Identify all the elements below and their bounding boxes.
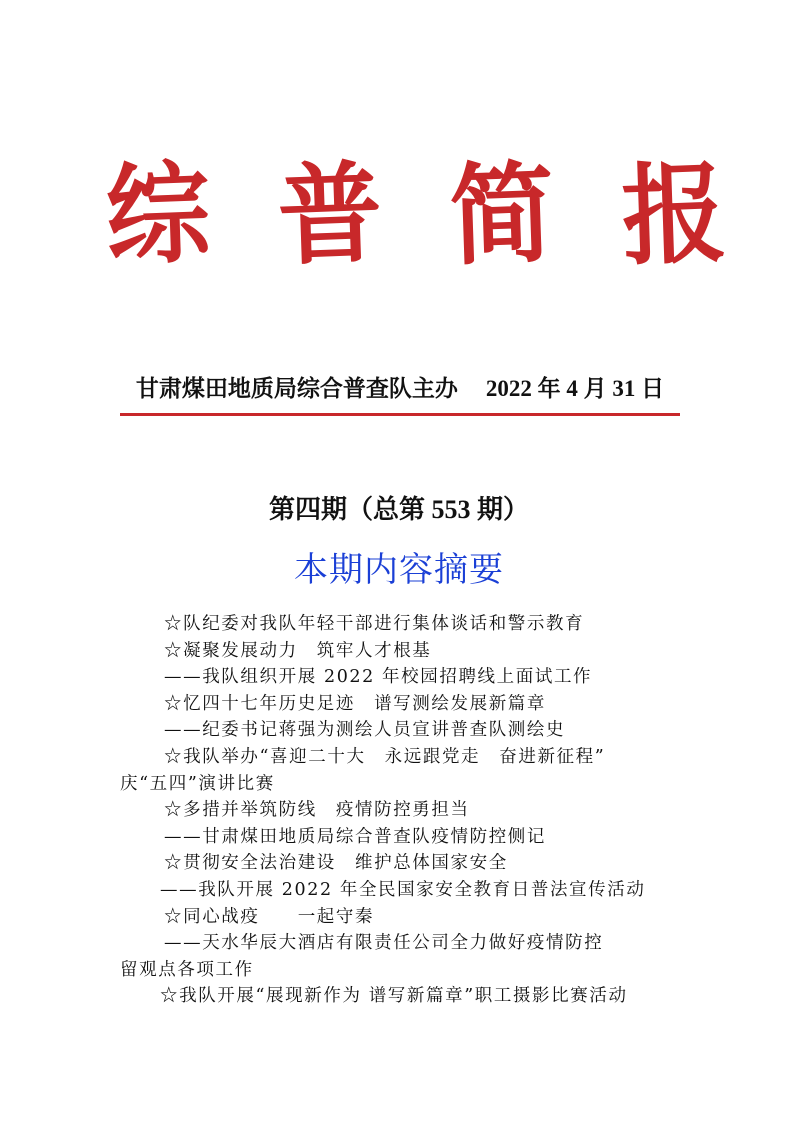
header-divider (120, 413, 680, 416)
list-item: ——天水华辰大酒店有限责任公司全力做好疫情防控 (164, 933, 604, 954)
list-item: ☆我队举办“喜迎二十大 永远跟党走 奋进新征程” (164, 746, 606, 767)
sponsor-text: 甘肃煤田地质局综合普查队主办 (135, 376, 458, 401)
list-item: ——甘肃煤田地质局综合普查队疫情防控侧记 (164, 826, 546, 847)
list-item: ☆我队开展“展现新作为 谱写新篇章”职工摄影比赛活动 (160, 986, 628, 1007)
masthead-char: 普 (275, 146, 419, 281)
masthead-char: 报 (619, 146, 763, 281)
list-item: ☆贯彻安全法治建设 维护总体国家安全 (164, 853, 508, 874)
summary-list (120, 611, 680, 1010)
sponsor-line (120, 374, 680, 404)
list-item: ——我队组织开展 2022 年校园招聘线上面试工作 (164, 667, 593, 688)
masthead-char: 综 (103, 146, 247, 281)
list-item: ☆忆四十七年历史足迹 谱写测绘发展新篇章 (164, 693, 546, 714)
list-item: 庆“五四”演讲比赛 (120, 773, 275, 794)
list-item: ——纪委书记蒋强为测绘人员宣讲普查队测绘史 (164, 720, 566, 741)
list-item: ☆同心战疫 一起守秦 (164, 906, 375, 927)
masthead-title (0, 146, 798, 281)
masthead-char: 简 (447, 146, 591, 281)
list-item: ☆多措并举筑防线 疫情防控勇担当 (164, 800, 470, 821)
issue-number: 第四期（总第 553 期） (268, 495, 529, 524)
issue-date: 2022 年 4 月 31 日 (485, 376, 665, 401)
list-item: ——我队开展 2022 年全民国家安全教育日普法宣传活动 (160, 879, 646, 900)
list-item: ☆队纪委对我队年轻干部进行集体谈话和警示教育 (164, 614, 585, 634)
list-item: 留观点各项工作 (120, 959, 254, 980)
summary-heading: 本期内容摘要 (294, 550, 504, 590)
list-item: ☆凝聚发展动力 筑牢人才根基 (164, 640, 432, 661)
